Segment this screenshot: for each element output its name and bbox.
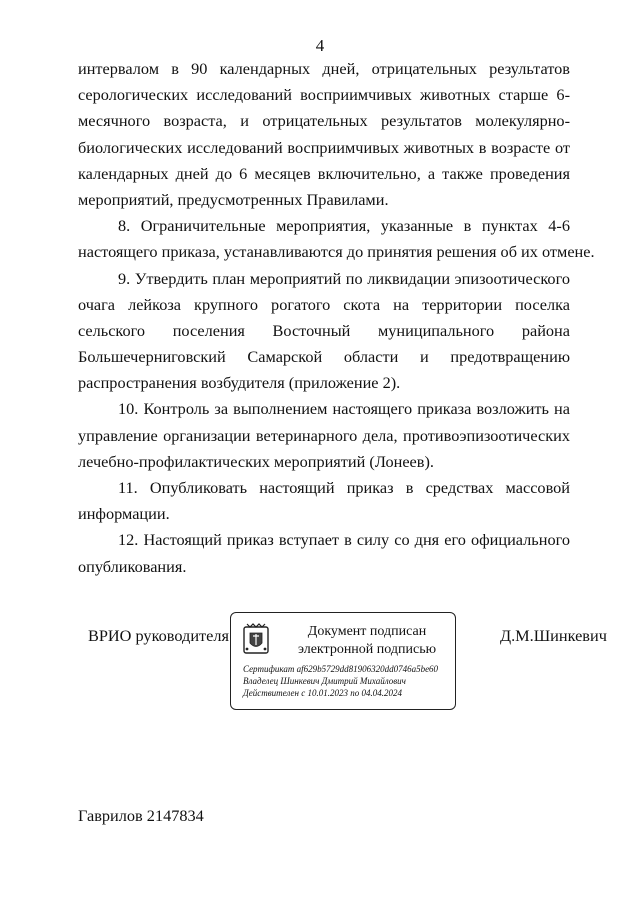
paragraph-item-9	[78, 266, 570, 397]
text-line: Большечерниговский Самарской области и предотвращению	[78, 347, 570, 367]
text-line: календарных дней до 6 месяцев включительно, а также проведения	[78, 163, 570, 183]
electronic-signature-stamp	[230, 612, 456, 710]
text-line: распространения возбудителя (приложение 2).	[78, 373, 401, 393]
signer-name: Д.М.Шинкевич	[500, 626, 607, 645]
page-number: 4	[315, 36, 325, 55]
coat-of-arms-icon	[241, 621, 271, 657]
text-line: 10. Контроль за выполнением настоящего приказа возложить на	[118, 399, 570, 419]
stamp-heading-line: Документ подписан	[307, 624, 427, 639]
text-line: очага лейкоза крупного рогатого скота на территории поселка	[78, 294, 570, 314]
text-line: опубликования.	[78, 556, 187, 576]
stamp-heading-line: электронной подписью	[297, 642, 437, 657]
text-line: серологических исследований восприимчивых животных старше 6-	[78, 85, 570, 105]
text-line: сельского поселения Восточный муниципального района	[78, 320, 570, 340]
signer-position: ВРИО руководителя	[88, 626, 229, 645]
text-line: лечебно-профилактических мероприятий (Лонеев).	[78, 451, 434, 471]
paragraph-item-10	[78, 396, 570, 475]
text-line: мероприятий, предусмотренных Правилами.	[78, 189, 389, 209]
signature-block	[0, 612, 640, 722]
paragraph-item-8	[78, 213, 595, 265]
paragraph-continuation	[78, 56, 570, 213]
text-line: 8. Ограничительные мероприятия, указанные в пунктах 4-6	[118, 216, 570, 236]
certificate-number: Сертификат af629b5729dd81906320dd0746a5be60	[243, 664, 439, 674]
text-line: 12. Настоящий приказ вступает в силу со дня его официального	[118, 530, 570, 550]
certificate-owner: Владелец Шинкевич Дмитрий Михайлович	[243, 676, 406, 686]
executor-info: Гаврилов 2147834	[78, 806, 204, 825]
text-line: управление организации ветеринарного дела, противоэпизоотических	[78, 425, 570, 445]
text-line: 11. Опубликовать настоящий приказ в средствах массовой	[118, 478, 570, 497]
text-line: интервалом в 90 календарных дней, отрицательных результатов	[78, 59, 570, 78]
text-line: 9. Утвердить план мероприятий по ликвидации эпизоотического	[118, 268, 570, 288]
document-body	[78, 56, 595, 580]
stamp-details	[243, 663, 453, 699]
stamp-heading	[283, 623, 451, 659]
certificate-validity: Действителен с 10.01.2023 по 04.04.2024	[243, 688, 402, 698]
paragraph-item-11	[78, 475, 570, 527]
text-line: месячного возраста, и отрицательных результатов молекулярно-	[78, 111, 570, 131]
text-line: информации.	[78, 504, 170, 524]
paragraph-item-12	[78, 527, 570, 579]
text-line: настоящего приказа, устанавливаются до принятия решения об их отмене.	[78, 242, 595, 262]
text-line: биологических исследований восприимчивых животных в возрасте от	[78, 137, 570, 157]
